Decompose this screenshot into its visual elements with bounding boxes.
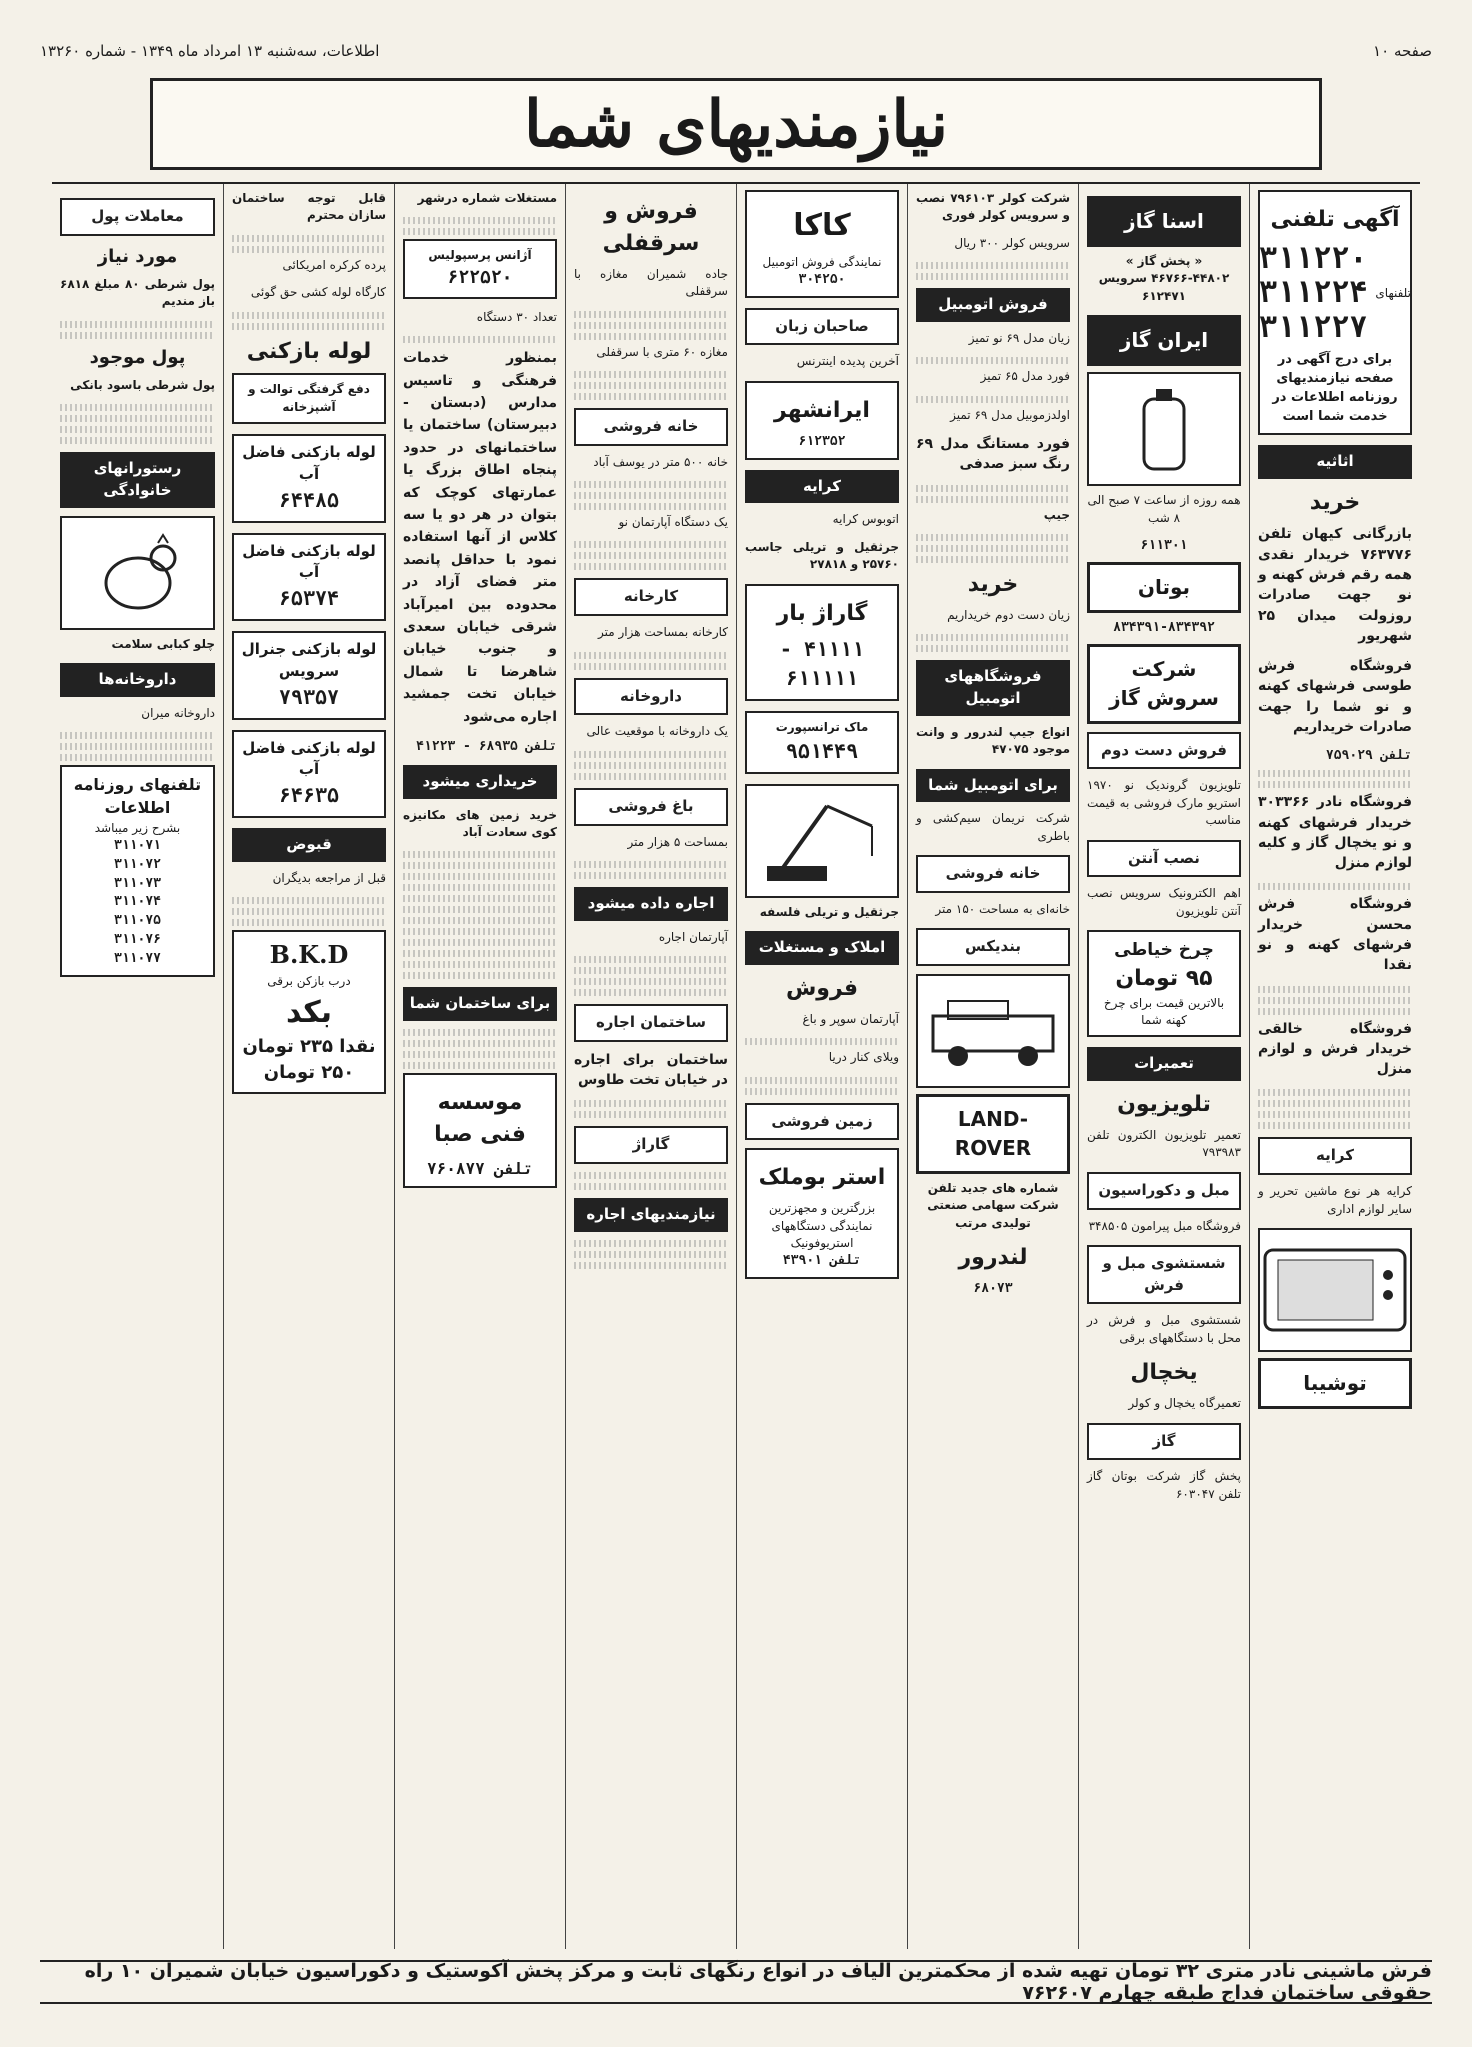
classified-ad: فورد مدل ۶۵ تمیز: [980, 369, 1070, 384]
bkd-brand: بکد: [285, 994, 333, 1030]
phone-ad-title: آگهی تلفنی: [1270, 207, 1400, 232]
bkd-price-1: نقدا ۲۳۵ تومان: [242, 1036, 376, 1058]
tv-advert-image: [1258, 1228, 1412, 1352]
apollo-ad-box: [403, 239, 557, 298]
sewing-price: ۹۵ تومان: [1115, 965, 1213, 991]
classified-ad: خانه‌ای به مساحت ۱۵۰ متر: [935, 901, 1070, 916]
butane-logo: بوتان: [1087, 562, 1241, 613]
section-gas: گاز: [1087, 1423, 1241, 1461]
classified-ad: قبل از مراجعه بدیگران: [272, 870, 386, 885]
classified-ad: تعداد ۳۰ دستگاه: [476, 309, 557, 324]
pipe-ad-2-title: لوله بازکنی فاضل آب: [242, 443, 376, 483]
sub-need: مورد نیاز: [97, 245, 178, 267]
pipe-ad-1-title: دفع گرفتگی توالت و آشپزخانه: [248, 382, 370, 414]
classified-ad: آپارتمان اجاره: [658, 929, 728, 944]
sewing-ad-box: [1087, 930, 1241, 1037]
classifieds-grid: [52, 182, 1420, 1949]
ad-phone: ۶۸۰۷۳: [973, 1281, 1013, 1297]
pipe-ad-5-phone: ۶۴۶۳۵: [278, 783, 340, 808]
iranshahr-title: ایرانشهر: [774, 397, 870, 423]
bottom-banner-text: فرش ماشینی نادر متری ۳۲ تومان تهیه شده از محکمترین الیاف در انواع رنگهای ثابت و مرکز پخش آکوستیک و دکوراسیون خیابان شمیران ۱۰ راه حقوقی ساختمان فداج طبقه چهارم ۷۶۲۶۰۷: [84, 1960, 1432, 2004]
news-phone: ۳۱۱۰۷۲: [114, 856, 161, 872]
pipe-ad-5-title: لوله بازکنی فاضل آب: [242, 738, 376, 779]
garage-ad-box: [745, 584, 899, 702]
phone-ad-box: [1258, 190, 1412, 435]
column-4: [736, 184, 907, 1949]
classified-ad: خرید زمین های مکانیزه کوی سعادت آباد: [403, 807, 557, 839]
section-buy3: خریداری میشود: [403, 765, 557, 799]
section-sell: فروش: [785, 975, 859, 1001]
classified-ad: مغازه ۶۰ متری با سرقفلی: [596, 344, 728, 359]
ad-phone: ۶۱۱۳۰۱: [1140, 537, 1188, 553]
classified-ad: انواع جیپ لندرور و وانت موجود ۴۷۰۷۵: [916, 724, 1070, 757]
classified-ad: پول شرطی ۸۰ مبلغ ۶۸۱۸ باز مندیم: [60, 276, 215, 309]
classified-ad: بمساحت ۵ هزار متر: [627, 834, 728, 849]
classified-ad: اولدزموبیل مدل ۶۹ تمیز: [950, 407, 1070, 422]
classified-ad: مستغلات شماره درشهر: [417, 191, 557, 205]
classified-ad: یک داروخانه با موقعیت عالی: [586, 724, 728, 739]
section-rent2: کرایه: [745, 470, 899, 504]
classified-ad: پرده کرکره امریکائی: [282, 257, 386, 272]
rooster-image: [60, 516, 215, 630]
sewing-title: چرخ خیاطی: [1114, 940, 1214, 961]
section-pharmacies: داروخانه‌ها: [60, 663, 215, 697]
astro-phone: تلفن ۴۳۹۰۱: [782, 1253, 862, 1269]
section-fridge: یخچال: [1130, 1360, 1198, 1386]
classified-ad: آپارتمان سوپر و باغ: [802, 1011, 899, 1026]
pipe-ad-3-title: لوله بازکنی فاضل آب: [242, 541, 376, 582]
phone-ad-label: تلفنهای: [1375, 285, 1411, 300]
section-pharmacy: داروخانه: [574, 678, 728, 716]
sub-available: پول موجود: [89, 346, 186, 368]
section-furniture2: مبل و دکوراسیون: [1087, 1172, 1241, 1210]
astro-ad-box: [745, 1148, 899, 1279]
apollo-phone: ۶۲۲۵۲۰: [447, 266, 513, 288]
section-used: فروش دست دوم: [1087, 732, 1241, 770]
classified-ad: زیان دست دوم خریداریم: [947, 607, 1070, 622]
classified-ad: بمنظور خدمات فرهنگی و تاسیس مدارس (دبستان - دبیرستان) ساختمان یا ساختمانهای در حدود پنجاه اطاق بزرگ یا عمارتهای کوچک که بتوان در هر دو یا سه کلاس از آنها استفاده نمود با حداقل پانصد متر فضای آزاد در محدوده بین امیرآباد شرقی خیابان سعدی و جنوب خیابان شاهرضا تا شمال خیابان تخت جمشید اجاره می‌شود: [403, 350, 557, 725]
section-car: فروش اتومبیل: [916, 288, 1070, 322]
phone-ad-note: برای درج آگهی در صفحه نیازمندیهای روزنامه اطلاعات در خدمت شما است: [1272, 352, 1398, 424]
irangas-logo: ایران گاز: [1087, 315, 1241, 366]
classified-ad: شرکت نریمان سیم‌کشی و باطری: [916, 811, 1070, 843]
classified-ad: جرثقیل و تریلی فلسفه: [759, 904, 899, 919]
section-restaurant: رستورانهای خانوادگی: [60, 452, 215, 508]
section-garden: باغ فروشی: [574, 788, 728, 826]
classified-ad: یک دستگاه آپارتمان نو: [618, 515, 728, 530]
news-phone: ۳۱۱۰۷۴: [114, 894, 161, 910]
section-houses: خانه فروشی: [574, 408, 728, 446]
phone-number-3: ۳۱۱۲۲۷: [1259, 309, 1368, 345]
classified-ad: پخش گاز شرکت بوتان گاز تلفن ۶۰۳۰۴۷: [1087, 1469, 1241, 1501]
astro-title: استر بوملک: [758, 1165, 886, 1191]
classified-ad: شستشوی مبل و فرش در محل با دستگاههای برقی: [1087, 1313, 1241, 1345]
rooster-icon: [88, 528, 188, 618]
section-furniture: اثاثیه: [1258, 445, 1412, 479]
kaka-title: کاکا: [793, 208, 851, 243]
mac-phone: ۹۵۱۴۴۹: [785, 738, 859, 763]
section-buy: خرید: [1309, 489, 1361, 515]
ad-phone: تلفن ۶۸۹۳۵ - ۴۱۲۲۳: [416, 738, 557, 754]
news-phone: ۳۱۱۰۷۱: [114, 837, 161, 853]
news-phones-title: تلفنهای روزنامه اطلاعات: [73, 775, 202, 818]
classified-ad: تلویزیون گروندیک نو ۱۹۷۰ استریو مارک فروشی به قیمت مناسب: [1087, 778, 1241, 828]
classified-ad: اهم الکترونیک سرویس نصب آنتن تلویزیون: [1087, 886, 1241, 918]
fanni-title: موسسه فنی صبا: [434, 1090, 526, 1147]
pipe-ad-3: [232, 533, 386, 622]
section-rental: اجاره داده میشود: [574, 887, 728, 921]
section-rent: کرایه: [1258, 1137, 1412, 1175]
section-needs: نیازمندیهای اجاره: [574, 1198, 728, 1232]
section-receipt: قبوض: [232, 828, 386, 862]
classified-ad: آخرین پدیده اینترنس: [796, 354, 899, 369]
crane-image: [745, 784, 899, 898]
section-carrent: برای اتومبیل شما: [916, 769, 1070, 803]
section-garage: گاراژ: [574, 1126, 728, 1164]
section-house: خانه فروشی: [916, 855, 1070, 893]
news-phone: ۳۱۱۰۷۶: [114, 932, 161, 948]
landrover-fa: لندرور: [958, 1245, 1028, 1271]
section-realestate: املاک و مستغلات: [745, 931, 899, 965]
bottom-banner: [40, 1960, 1432, 2004]
classified-ad: اتوبوس کرایه: [832, 512, 899, 527]
classified-ad: پول شرطی باسود بانکی: [70, 377, 215, 392]
phone-ad-numbers: [1259, 240, 1411, 346]
classified-ad: شرکت کولر ۷۹۶۱۰۳ نصب و سرویس کولر فوری: [916, 191, 1070, 223]
classified-ad: جیپ: [1043, 507, 1070, 522]
apollo-title: آژانس پرسپولیس: [428, 248, 532, 263]
pashgaz-logo: اسنا گاز: [1087, 196, 1241, 247]
classified-ad: داروخانه میران: [141, 705, 215, 720]
section-carshop: فروشگاههای اتومبیل: [916, 660, 1070, 716]
classified-ad: همه روزه از ساعت ۷ صبح الی ۸ شب: [1087, 493, 1241, 525]
sorush-logo: شرکت سروش گاز: [1087, 644, 1241, 724]
classified-ad: کارگاه لوله کشی حق گوئی: [250, 285, 386, 300]
phone-number-1: ۳۱۱۲۲۰: [1259, 240, 1368, 276]
classified-ad: ساختمان برای اجاره در خیابان تخت طاوس: [574, 1051, 728, 1089]
fanni-ad-box: [403, 1073, 557, 1188]
astro-body: بزرگترین و مجهزترین نمایندگی دستگاههای استریوفونیک: [768, 1201, 876, 1251]
section-sahiban: صاحبان زبان: [745, 308, 899, 346]
section-land: زمین فروشی: [745, 1103, 899, 1141]
classified-ad: تعمیر تلویزیون الکترون تلفن ۷۹۳۹۸۳: [1087, 1128, 1241, 1160]
pipe-ad-5: [232, 730, 386, 819]
classified-ad: جاده شمیران مغازه با سرقفلی: [574, 266, 728, 299]
crane-icon: [757, 796, 887, 886]
classified-ad: چلو کبابی سلامت: [111, 636, 215, 651]
pipe-ad-4: [232, 631, 386, 720]
classified-ad: جرثقیل و تریلی جاسب ۲۵۷۶۰ و ۲۷۸۱۸: [745, 539, 899, 572]
masthead: [150, 78, 1322, 170]
pipe-ad-4-phone: ۷۹۳۵۷: [278, 684, 340, 709]
fanni-phone: تلفن ۷۶۰۸۷۷: [427, 1158, 533, 1178]
section-building: ساختمان اجاره: [574, 1004, 728, 1042]
section-clean: شستشوی مبل و فرش: [1087, 1245, 1241, 1305]
news-phones-box: [60, 765, 215, 977]
iranshahr-phone: ۶۱۲۳۵۲: [798, 433, 846, 449]
iranshahr-ad-box: [745, 381, 899, 460]
section-shop: فروش و سرقفلی: [602, 199, 700, 256]
page-header-line: [40, 40, 1432, 62]
ad-phone: تلفن ۷۵۹۰۲۹: [1325, 748, 1412, 764]
bkd-price-2: ۲۵۰ تومان: [263, 1062, 355, 1084]
pipe-ad-1: [232, 373, 386, 424]
kaka-phone: ۳۰۴۲۵۰: [798, 271, 846, 287]
page-number: صفحه ۱۰: [1373, 42, 1432, 60]
section-repairs: تعمیرات: [1087, 1047, 1241, 1081]
mac-title: ماک ترانسپورت: [775, 720, 869, 735]
classified-ad: « پخش گاز » ۴۴۸۰۲-۴۶۷۶۶ سرویس ۶۱۲۴۷۱: [1098, 254, 1230, 303]
section-antenna: نصب آنتن: [1087, 840, 1241, 878]
irangas-mascot-image: [1087, 372, 1241, 486]
classified-ad: ویلای کنار دریا: [828, 1050, 899, 1065]
column-7: [223, 184, 394, 1949]
pipe-ad-2: [232, 434, 386, 523]
landrover-logo: LAND-ROVER: [916, 1094, 1070, 1174]
column-5: [565, 184, 736, 1949]
classified-ad: بازرگانی کیهان تلفن ۷۶۳۷۷۶ خریدار نقدی همه رقم فرش کهنه و نو جهت صادرات روزولت میدان ۲۵ شهریور: [1258, 526, 1412, 644]
section-buy2: خرید: [967, 572, 1019, 598]
bkd-sub: درب بازکن برقی: [267, 974, 351, 989]
section-tvrepair: تلویزیون: [1117, 1092, 1211, 1118]
section-factory: کارخانه: [574, 578, 728, 616]
classified-ad: کرایه هر نوع ماشین تحریر و سایر لوازم اداری: [1258, 1184, 1412, 1216]
classified-ad: فروشگاه فرش طوسی فرشهای کهنه و نو شما را جهت صادرات خریداریم: [1258, 658, 1412, 736]
issue-info: اطلاعات، سه‌شنبه ۱۳ امرداد ماه ۱۳۴۹ - شماره ۱۳۲۶۰: [40, 42, 380, 60]
bkd-title: B.K.D: [269, 940, 349, 970]
garage-phone: ۴۱۱۱۱ - ۶۱۱۱۱۱: [779, 637, 865, 691]
news-phone: ۳۱۱۰۷۳: [114, 875, 161, 891]
toshiba-logo: توشیبا: [1258, 1358, 1412, 1409]
classified-ad: کارخانه بمساحت هزار متر: [597, 625, 728, 640]
column-2: [1078, 184, 1249, 1949]
column-3: [907, 184, 1078, 1949]
pipe-ad-2-phone: ۶۴۴۸۵: [278, 487, 340, 512]
section-pipe: لوله بازکنی: [246, 338, 372, 364]
section-buildings: برای ساختمان شما: [403, 987, 557, 1021]
column-8: [52, 184, 223, 1949]
bkd-ad-box: [232, 930, 386, 1094]
jeep-icon: [918, 991, 1068, 1071]
ad-phone: ۸۳۴۳۹۱-۸۳۴۳۹۲: [1113, 619, 1215, 635]
classified-ad: فروشگاه نادر ۳۰۳۳۶۶ خریدار فرشهای کهنه و نو یخچال گاز و کلیه لوازم منزل: [1258, 794, 1412, 872]
classified-ad: فروشگاه خالقی خریدار فرش و لوازم منزل: [1258, 1020, 1412, 1078]
phone-number-2: ۳۱۱۲۲۴: [1259, 275, 1368, 311]
classified-ad: فورد مستانگ مدل ۶۹ رنگ سبز صدفی: [916, 436, 1070, 473]
classified-ad: سرویس کولر ۳۰۰ ریال: [954, 235, 1070, 250]
section-money: معاملات پول: [60, 198, 215, 236]
tv-icon: [1260, 1245, 1410, 1335]
classified-ad: تعمیرگاه یخچال و کولر: [1128, 1396, 1241, 1411]
pipe-ad-3-phone: ۶۵۳۷۴: [278, 586, 340, 611]
column-6: [394, 184, 565, 1949]
classified-ad: شماره های جدید تلفن شرکت سهامی صنعتی تولیدی مرتب: [927, 1181, 1059, 1230]
pipe-ad-4-title: لوله بازکنی جنرال سرویس: [241, 640, 377, 680]
news-phones-sub: بشرح زیر میباشد: [94, 820, 181, 835]
mac-ad-box: [745, 711, 899, 773]
classified-ad: خانه ۵۰۰ متر در یوسف آباد: [593, 454, 728, 469]
classified-ad: زیان مدل ۶۹ نو تمیز: [968, 330, 1070, 345]
news-phone: ۳۱۱۰۷۷: [114, 950, 161, 966]
classified-ad: قابل توجه ساختمان سازان محترم: [232, 191, 386, 223]
kaka-ad-box: [745, 190, 899, 298]
classified-ad: فروشگاه مبل پیرامون ۳۴۸۵۰۵: [1088, 1218, 1241, 1233]
landrover-image: [916, 974, 1070, 1088]
gas-cylinder-icon: [1124, 384, 1204, 474]
news-phone: ۳۱۱۰۷۵: [114, 913, 161, 929]
column-1: [1249, 184, 1420, 1949]
sewing-note: بالاترین قیمت برای چرخ کهنه شما: [1103, 995, 1225, 1028]
masthead-title: نیازمندیهای شما: [523, 86, 949, 162]
section-parts: بندیکس: [916, 928, 1070, 966]
garage-title: گاراژ بار: [776, 600, 868, 626]
classified-ad: فروشگاه فرش محسن خریدار فرشهای کهنه و نو نقدا: [1258, 896, 1412, 974]
kaka-body: نمایندگی فروش اتومبیل: [762, 254, 882, 269]
